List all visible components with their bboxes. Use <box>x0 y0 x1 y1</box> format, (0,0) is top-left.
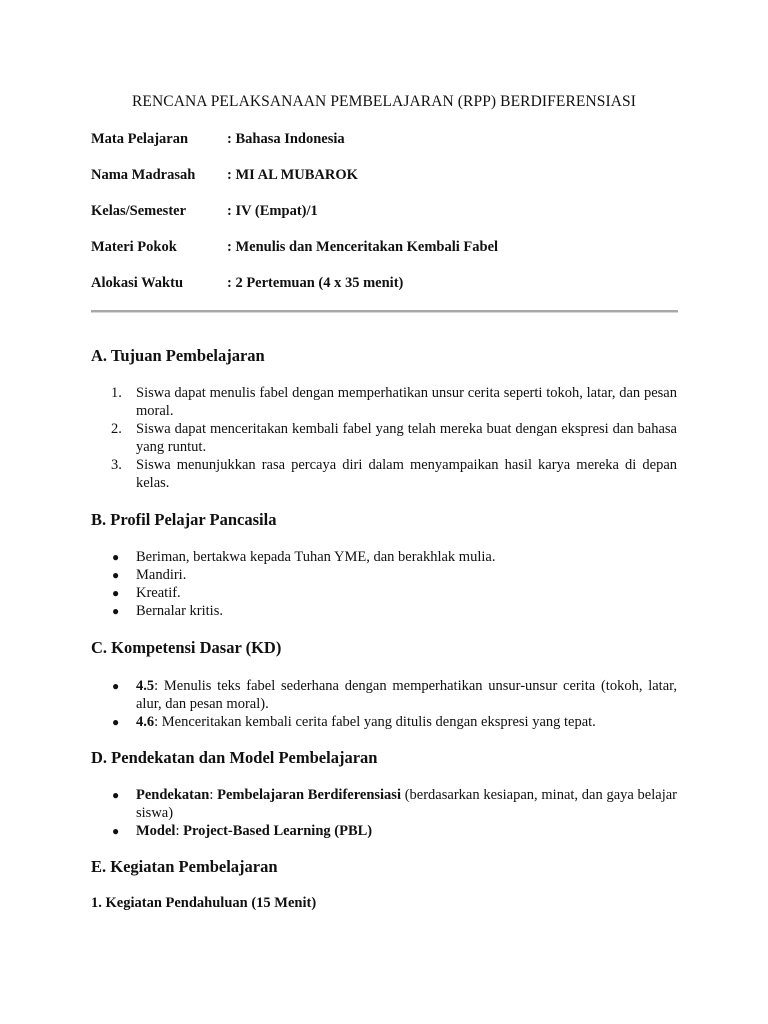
list-item-text: : Menceritakan kembali cerita fabel yang ditulis dengan ekspresi yang tepat. <box>154 714 596 730</box>
learning-objectives-list <box>111 384 677 492</box>
separator: : <box>209 787 218 803</box>
meta-value: : IV (Empat)/1 <box>227 203 318 219</box>
list-item-text: : Menulis teks fabel sederhana dengan memperhatikan unsur-unsur cerita (tokoh, latar, alur, dan pesan moral). <box>136 678 677 712</box>
approach-label: Pendekatan <box>136 787 210 803</box>
meta-row-class <box>91 203 318 220</box>
list-number: 3. <box>111 457 122 473</box>
approach-note: (berdasarkan kesiapan, minat, dan gaya belajar siswa) <box>136 787 678 821</box>
meta-value: : Menulis dan Menceritakan Kembali Fabel <box>227 239 499 255</box>
list-item <box>112 584 677 602</box>
approach-value: Pembelajaran Berdiferensiasi <box>217 787 401 803</box>
activity-subheading: 1. Kegiatan Pendahuluan (15 Menit) <box>91 895 317 911</box>
list-item <box>112 822 677 840</box>
meta-label: Mata Pelajaran <box>91 131 189 147</box>
meta-value: : Bahasa Indonesia <box>227 131 345 147</box>
list-item-text: Beriman, bertakwa kepada Tuhan YME, dan berakhlak mulia. <box>136 549 496 565</box>
kd-code: 4.6 <box>136 714 155 730</box>
bullet-icon: ● <box>112 586 120 600</box>
list-item <box>111 420 677 456</box>
model-label: Model <box>136 823 176 839</box>
list-item-text: Siswa menunjukkan rasa percaya diri dalam menyampaikan hasil karya mereka di depan kelas. <box>136 457 677 491</box>
list-item-text: Bernalar kritis. <box>136 603 223 619</box>
list-item-text: Kreatif. <box>136 585 181 601</box>
header-divider <box>91 310 678 313</box>
meta-value: : MI AL MUBAROK <box>227 167 358 183</box>
bullet-icon: ● <box>112 788 120 802</box>
list-number: 1. <box>111 385 122 401</box>
list-item-text: Siswa dapat menceritakan kembali fabel yang telah mereka buat dengan ekspresi dan bahasa yang runtut. <box>136 421 677 455</box>
list-item <box>112 786 678 822</box>
meta-row-subject <box>91 131 345 148</box>
meta-label: Alokasi Waktu <box>91 275 184 291</box>
meta-label: Materi Pokok <box>91 239 177 255</box>
list-item <box>112 548 677 566</box>
meta-value: : 2 Pertemuan (4 x 35 menit) <box>227 275 404 291</box>
bullet-icon: ● <box>112 679 120 693</box>
bullet-icon: ● <box>112 824 120 838</box>
bullet-icon: ● <box>112 550 120 564</box>
meta-label: Nama Madrasah <box>91 167 196 183</box>
list-item <box>112 566 677 584</box>
meta-row-topic <box>91 239 498 256</box>
section-d-heading: D. Pendekatan dan Model Pembelajaran <box>91 748 378 767</box>
list-item <box>112 713 677 731</box>
list-item <box>111 456 677 492</box>
list-number: 2. <box>111 421 122 437</box>
model-value: Project-Based Learning (PBL) <box>183 823 373 839</box>
bullet-icon: ● <box>112 715 120 729</box>
document-title: RENCANA PELAKSANAAN PEMBELAJARAN (RPP) BERDIFERENSIASI <box>131 93 637 110</box>
bullet-icon: ● <box>112 568 120 582</box>
list-item <box>112 602 677 620</box>
section-e-heading: E. Kegiatan Pembelajaran <box>91 857 278 876</box>
list-item-text: Siswa dapat menulis fabel dengan memperhatikan unsur cerita seperti tokoh, latar, dan pesan moral. <box>136 385 677 419</box>
bullet-icon: ● <box>112 604 120 618</box>
separator: : <box>175 823 184 839</box>
kd-code: 4.5 <box>136 678 155 694</box>
meta-row-time <box>91 275 403 292</box>
approach-list <box>112 786 678 840</box>
list-item <box>112 677 677 713</box>
section-c-heading: C. Kompetensi Dasar (KD) <box>91 638 282 657</box>
meta-row-school <box>91 167 358 184</box>
meta-label: Kelas/Semester <box>91 203 187 219</box>
list-item-text: Mandiri. <box>136 567 187 583</box>
list-item <box>111 384 677 420</box>
competency-list <box>112 677 677 731</box>
profile-list <box>112 548 677 620</box>
section-a-heading: A. Tujuan Pembelajaran <box>91 346 265 365</box>
section-b-heading: B. Profil Pelajar Pancasila <box>91 510 277 529</box>
